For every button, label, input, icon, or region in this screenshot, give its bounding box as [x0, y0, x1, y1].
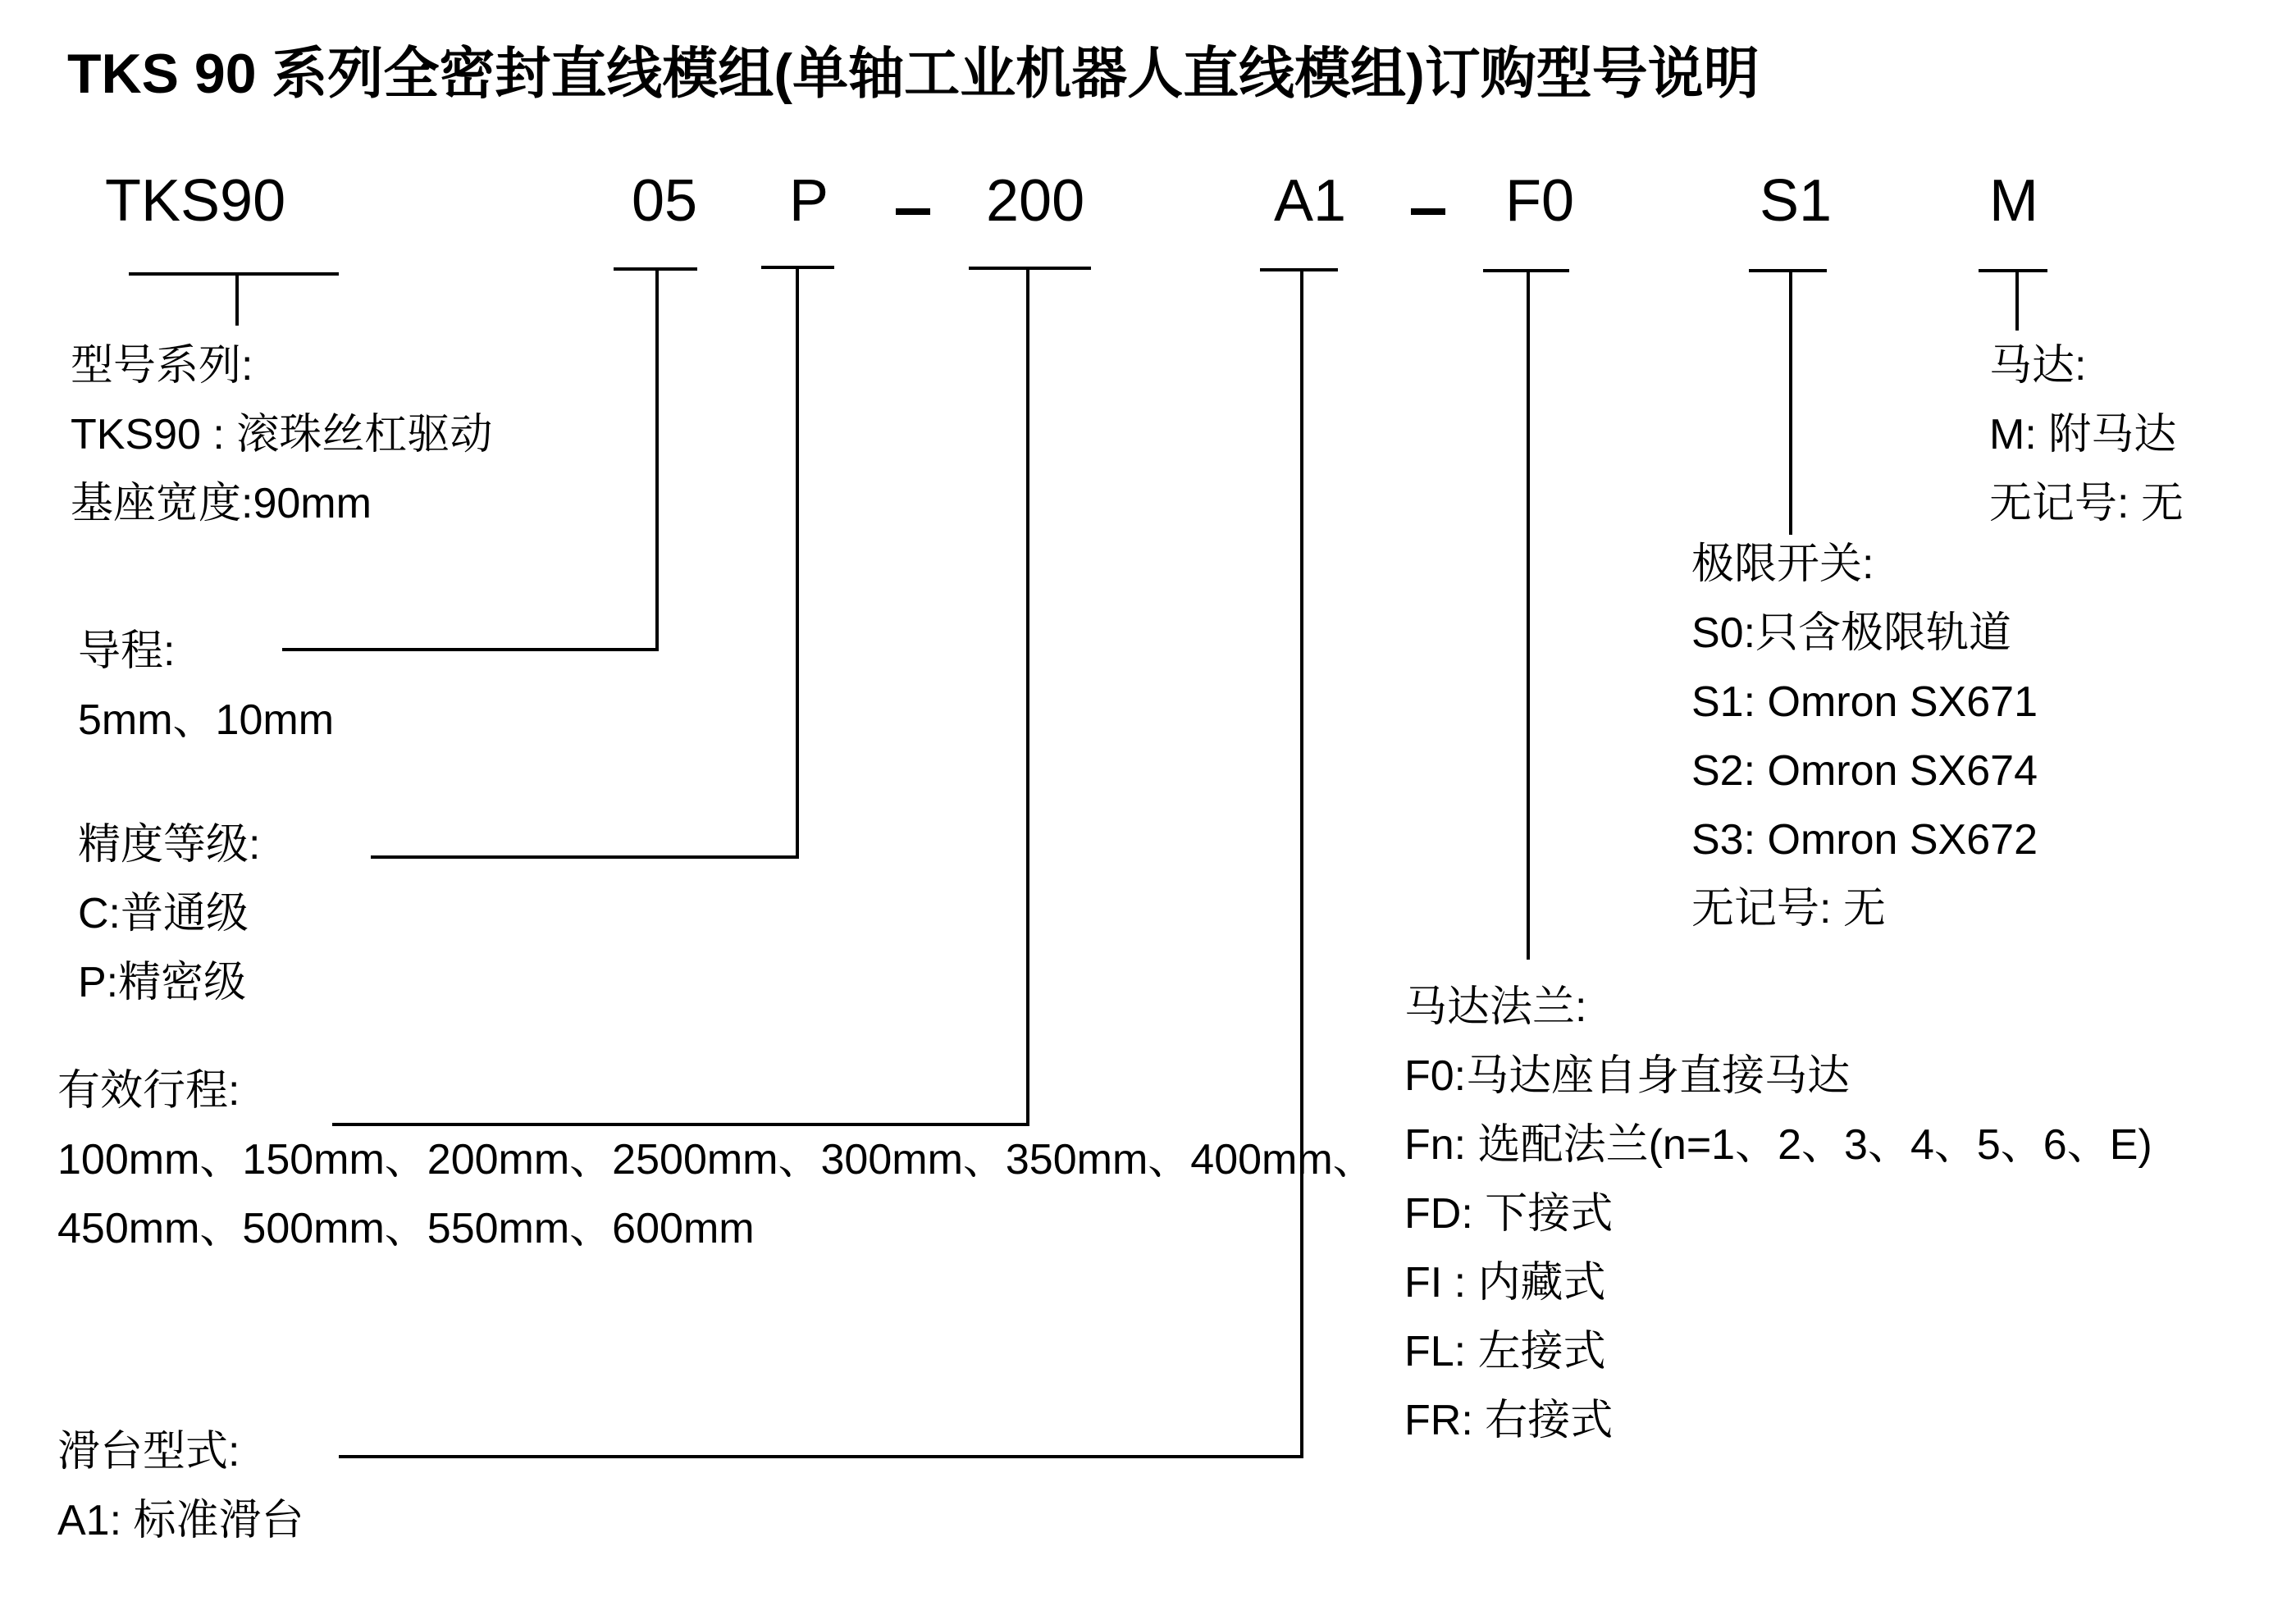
code-stroke: 200 [986, 168, 1085, 234]
code-slide: A1 [1274, 168, 1347, 234]
stroke-line: 450mm、500mm、550mm、600mm [57, 1205, 755, 1252]
series-section [71, 331, 492, 538]
flange-line: FI : 内藏式 [1404, 1259, 1606, 1307]
series-line: TKS90 : 滚珠丝杠驱动 [71, 411, 493, 458]
slide-heading: 滑台型式: [57, 1428, 240, 1476]
code-motor: M [1989, 168, 2038, 234]
switch-line: S2: Omron SX674 [1691, 747, 2038, 795]
stroke-line: 100mm、150mm、200mm、2500mm、300mm、350mm、400mm、 [57, 1136, 1376, 1184]
switch-line: S0:只含极限轨道 [1691, 609, 2012, 657]
flange-line: FD: 下接式 [1404, 1190, 1614, 1238]
motor-line: M: 附马达 [1989, 411, 2177, 458]
precision-line: C:普通级 [78, 890, 249, 937]
motor-section [1989, 331, 2184, 538]
code-precision: P [789, 168, 829, 234]
stroke-section [57, 1056, 1376, 1263]
lead-line: 5mm、10mm [78, 696, 335, 744]
code-switch: S1 [1760, 168, 1833, 234]
flange-line: FR: 右接式 [1404, 1397, 1614, 1444]
page-title: TKS 90 系列全密封直线模组(单轴工业机器人直线模组)订购型号说明 [67, 43, 1760, 105]
switch-heading: 极限开关: [1691, 541, 1874, 588]
series-line: 基座宽度:90mm [71, 480, 372, 527]
lead-heading: 导程: [78, 627, 176, 675]
slide-line: A1: 标准滑台 [57, 1497, 304, 1544]
flange-line: F0:马达座自身直接马达 [1404, 1052, 1851, 1100]
motor-line: 无记号: 无 [1989, 480, 2184, 527]
series-heading: 型号系列: [71, 342, 253, 390]
precision-heading: 精度等级: [78, 821, 261, 869]
code-series: TKS90 [105, 168, 286, 234]
flange-line: FL: 左接式 [1404, 1328, 1606, 1375]
precision-line: P:精密级 [78, 959, 247, 1006]
switch-section [1691, 530, 2038, 943]
switch-line: S3: Omron SX672 [1691, 816, 2038, 864]
flange-heading: 马达法兰: [1404, 983, 1587, 1031]
flange-line: Fn: 选配法兰(n=1、2、3、4、5、6、E) [1404, 1121, 2152, 1169]
slide-section [57, 1417, 304, 1555]
switch-line: 无记号: 无 [1691, 885, 1886, 933]
code-flange: F0 [1505, 168, 1575, 234]
lead-section [78, 617, 334, 755]
switch-line: S1: Omron SX671 [1691, 678, 2038, 726]
precision-section [78, 810, 260, 1017]
motor-heading: 马达: [1989, 342, 2087, 390]
flange-section [1404, 973, 2152, 1455]
code-lead: 05 [632, 168, 698, 234]
stroke-heading: 有效行程: [57, 1067, 240, 1115]
